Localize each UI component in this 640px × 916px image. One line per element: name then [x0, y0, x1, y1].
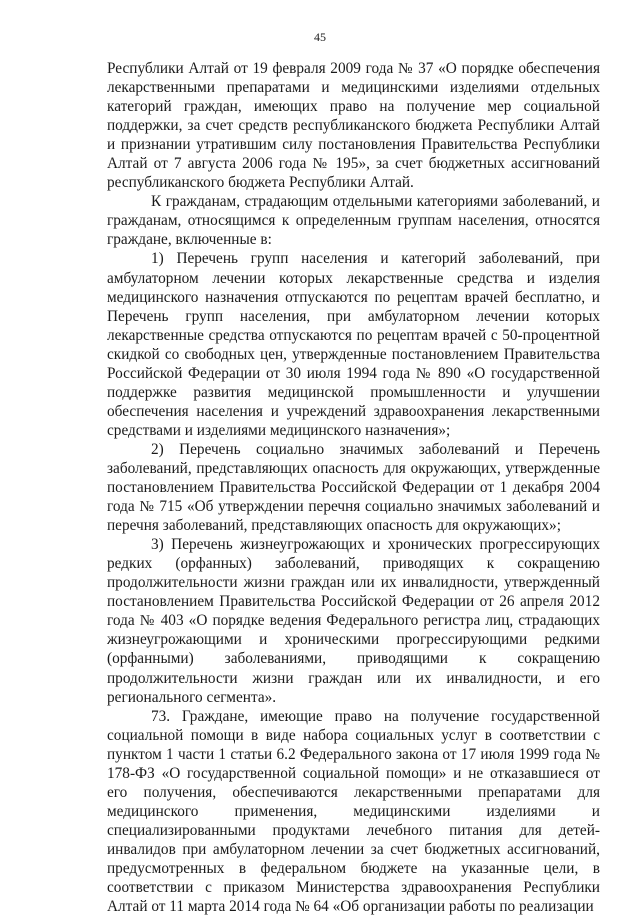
paragraph-intro: К гражданам, страдающим отдельными категориями заболеваний, и гражданам, относящимся к определенным группам населения, относятся граждане, включенные в: — [107, 193, 600, 249]
paragraph-73: 73. Граждане, имеющие право на получение государственной социальной помощи в виде набора социальных услуг в соответствии с пунктом 1 части 1 статьи 6.2 Федерального закона от 17 июля 1999 года № 178-ФЗ «О государственной социальной помощи» и не отказавшиеся от его получения, обеспечиваются лекарственными препаратами для медицинского применения, медицинскими изделиями и специализированными продуктами лечебного питания для детей-инвалидов при амбулаторном лечении за счет бюджетных ассигнований, предусмотренных в федеральном бюджете на указанные цели, в соответствии с приказом Министерства здравоохранения Республики Алтай от 11 марта 2014 года № 64 «Об организации работы по реализации — [107, 707, 600, 916]
list-item-1: 1) Перечень групп населения и категорий заболеваний, при амбулаторном лечении которых лекарственные средства и изделия медицинского назначения отпускаются по рецептам врачей бесплатно, и Перечень групп населения, при амбулаторном лечении которых лекарственные средства отпускаются по рецептам врачей с 50-процентной скидкой со свободных цен, утвержденные постановлением Правительства Российской Федерации от 30 июля 1994 года № 890 «О государственной поддержке развития медицинской промышленности и улучшении обеспечения населения и учреждений здравоохранения лекарственными средствами и изделиями медицинского назначения»; — [107, 250, 600, 439]
document-body — [107, 59, 600, 916]
paragraph-continuation: Республики Алтай от 19 февраля 2009 года № 37 «О порядке обеспечения лекарственными препаратами и медицинскими изделиями отдельных категорий граждан, имеющих право на получение мер социальной поддержки, за счет средств республиканского бюджета Республики Алтай и признании утратившим силу постановления Правительства Республики Алтай от 7 августа 2006 года № 195», за счет бюджетных ассигнований республиканского бюджета Республики Алтай. — [107, 60, 600, 192]
page-number: 45 — [314, 30, 326, 44]
list-item-3: 3) Перечень жизнеугрожающих и хронических прогрессирующих редких (орфанных) заболеваний, приводящих к сокращению продолжительности жизни граждан или их инвалидности, утвержденный постановлением Правительства Российской Федерации от 26 апреля 2012 года № 403 «О порядке ведения Федерального регистра лиц, страдающих жизнеугрожающими и хроническими прогрессирующими редкими (орфанными) заболеваниями, приводящими к сокращению продолжительности жизни граждан или их инвалидности, и его регионального сегмента». — [107, 536, 600, 706]
list-item-2: 2) Перечень социально значимых заболеваний и Перечень заболеваний, представляющих опасность для окружающих, утвержденные постановлением Правительства Российской Федерации от 1 декабря 2004 года № 715 «Об утверждении перечня социально значимых заболеваний и перечня заболеваний, представляющих опасность для окружающих»; — [107, 440, 600, 535]
